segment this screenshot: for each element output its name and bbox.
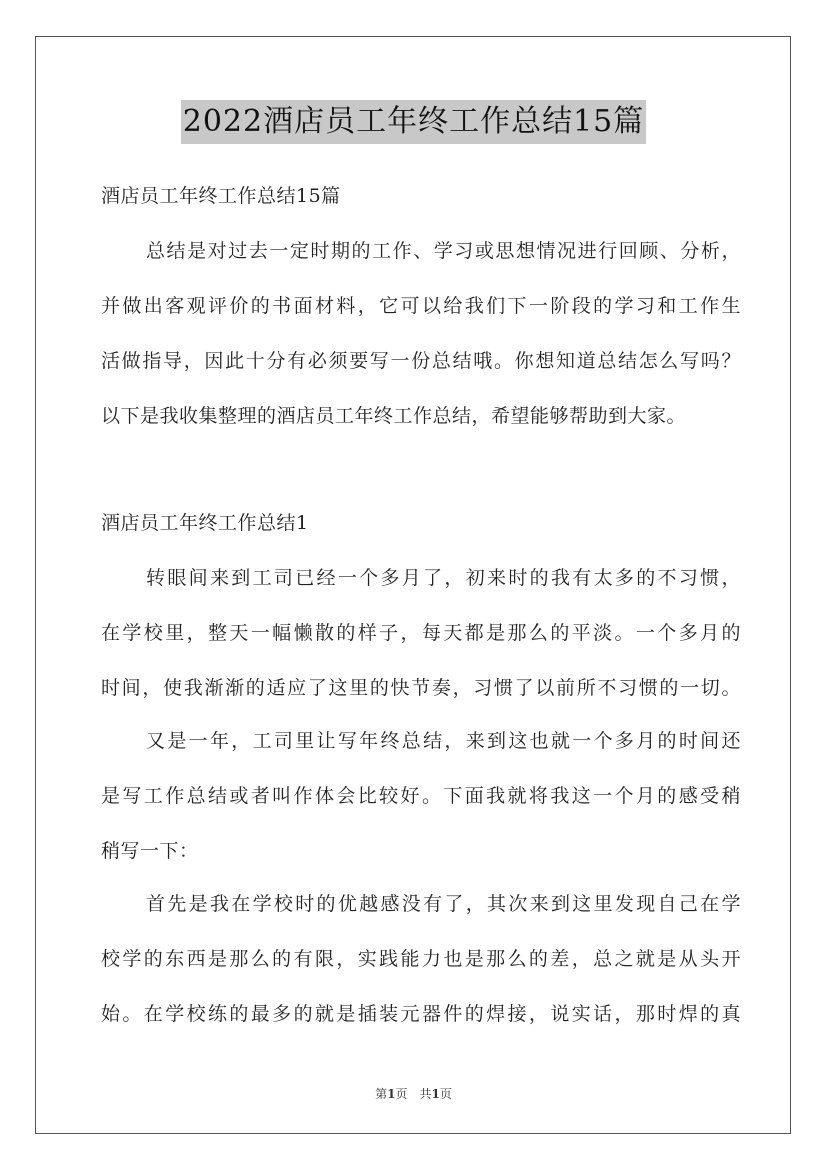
- title-container: [0, 100, 827, 144]
- paragraph-line: 活做指导，因此十分有必须要写一份总结哦。你想知道总结怎么写吗？: [101, 350, 741, 372]
- paragraph-line: 时间，使我渐渐的适应了这里的快节奏，习惯了以前所不习惯的一切。: [101, 677, 741, 699]
- page-footer: [0, 1085, 827, 1102]
- paragraph-line: 以下是我收集整理的酒店员工年终工作总结，希望能够帮助到大家。: [101, 405, 687, 427]
- subtitle: 酒店员工年终工作总结15篇: [101, 185, 341, 207]
- paragraph-line: 是写工作总结或者叫作体会比较好。下面我就将我这一个月的感受稍: [101, 785, 741, 807]
- footer-total-pages: 1: [431, 1087, 440, 1101]
- paragraph-line: 稍写一下：: [101, 840, 199, 862]
- paragraph-line: 校学的东西是那么的有限，实践能力也是那么的差，总之就是从头开: [101, 948, 741, 970]
- footer-middle: 页 共: [395, 1087, 432, 1101]
- paragraph-line: 并做出客观评价的书面材料，它可以给我们下一阶段的学习和工作生: [101, 295, 741, 317]
- footer-current-page: 1: [387, 1087, 396, 1101]
- footer-suffix: 页: [439, 1087, 452, 1101]
- paragraph-line: 总结是对过去一定时期的工作、学习或思想情况进行回顾、分析，: [146, 240, 741, 262]
- paragraph-line: 转眼间来到工司已经一个多月了，初来时的我有太多的不习惯，: [146, 567, 741, 589]
- footer-prefix: 第: [375, 1087, 388, 1101]
- paragraph-line: 始。在学校练的最多的就是插装元器件的焊接，说实话，那时焊的真: [101, 1003, 741, 1025]
- paragraph-line: 首先是我在学校时的优越感没有了，其次来到这里发现自己在学: [146, 893, 741, 915]
- paragraph-line: 又是一年，工司里让写年终总结，来到这也就一个多月的时间还: [146, 730, 741, 752]
- section-heading: 酒店员工年终工作总结1: [101, 512, 309, 534]
- paragraph-line: 在学校里，整天一幅懒散的样子，每天都是那么的平淡。一个多月的: [101, 622, 741, 644]
- document-title: 2022酒店员工年终工作总结15篇: [181, 100, 647, 144]
